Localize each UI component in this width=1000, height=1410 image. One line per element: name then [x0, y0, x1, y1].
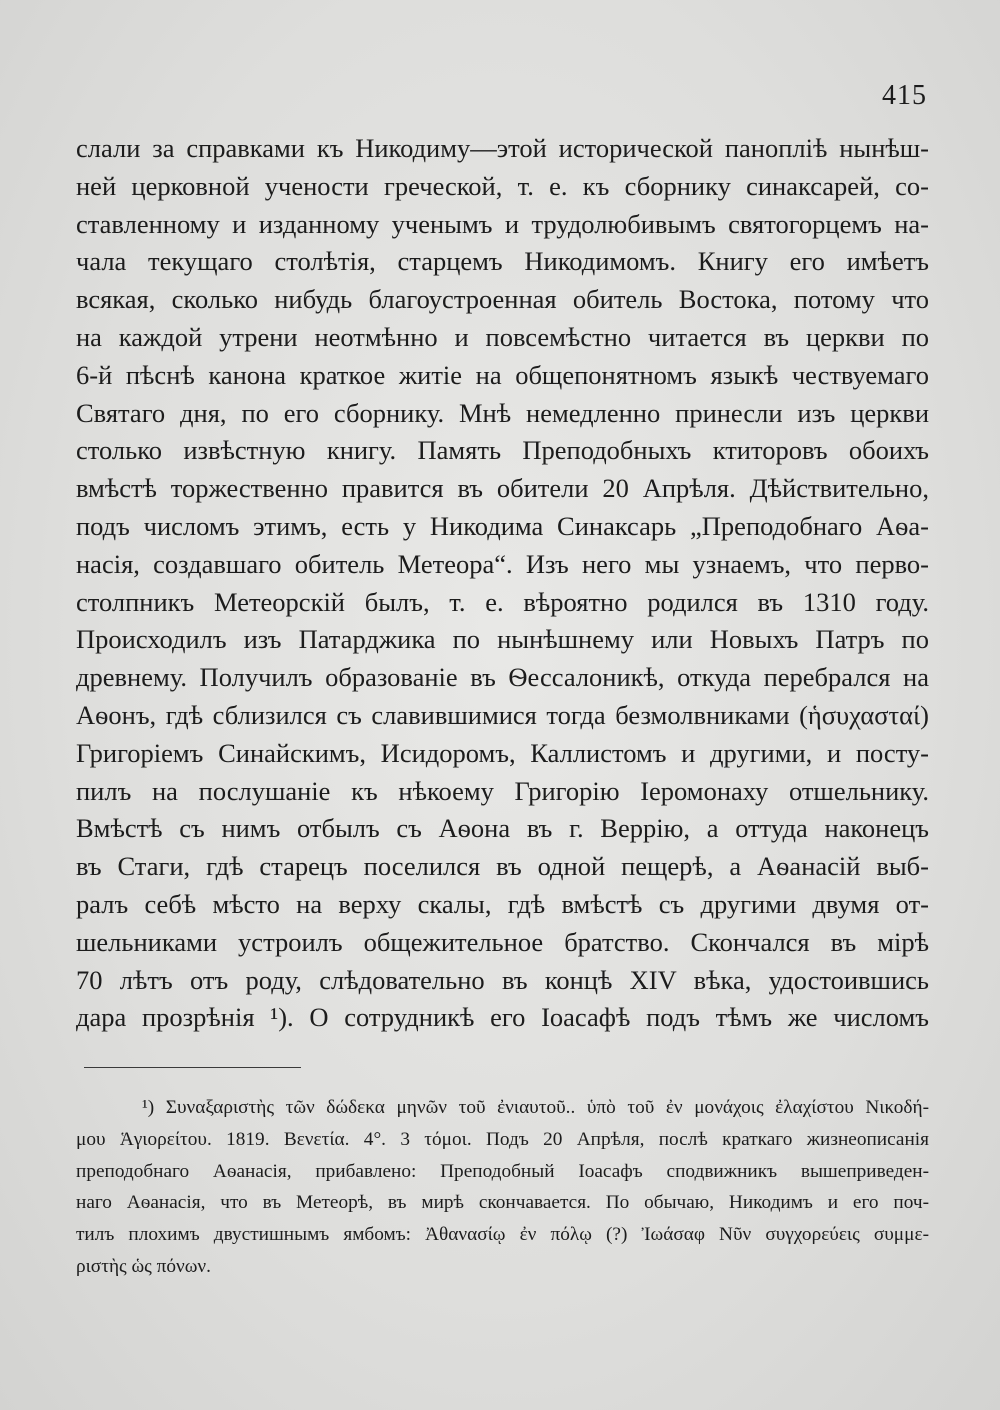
footnote-divider [84, 1067, 301, 1068]
body-line: ралъ себѣ мѣсто на верху скалы, гдѣ вмѣстѣ съ другими двумя от- [76, 888, 929, 919]
page-number: 415 [882, 80, 927, 111]
body-line: 6-й пѣснѣ канона краткое житiе на общепонятномъ языкѣ чествуемаго [76, 359, 929, 390]
body-line: Происходилъ изъ Патарджика по нынѣшнему или Новыхъ Патръ по [76, 624, 929, 655]
body-line: пилъ на послушанiе къ нѣкоему Григорiю Iеромонаху отшельнику. [76, 775, 929, 806]
body-line: всякая, сколько нибудь благоустроенная обитель Востока, потому что [76, 284, 929, 315]
body-line: древнему. Получилъ образованiе въ Ѳессалоникѣ, откуда перебрался на [76, 662, 929, 693]
body-line: на каждой утрени неотмѣнно и повсемѣстно читается въ церкви по [76, 321, 929, 352]
body-line: Вмѣстѣ съ нимъ отбылъ съ Аѳона въ г. Веррiю, а оттуда наконецъ [76, 813, 929, 844]
body-line: ставленному и изданному ученымъ и трудолюбивымъ святогорцемъ на- [76, 208, 929, 239]
body-line: насiя, создавшаго обитель Метеора“. Изъ него мы узнаемъ, что перво- [76, 548, 929, 579]
footnote [76, 1092, 929, 1283]
body-line: подъ числомъ этимъ, есть у Никодима Синаксарь „Преподобнаго Аѳа- [76, 510, 929, 541]
body-line: Григорiемъ Синайскимъ, Исидоромъ, Каллистомъ и другими, и посту- [76, 737, 929, 768]
body-line: въ Стаги, гдѣ старецъ поселился въ одной пещерѣ, а Аѳанасiй выб- [76, 851, 929, 882]
footnote-line: ¹) Συναξαριστὴς τῶν δώδεκα μηνῶν τοῦ ἐνιαυτοῦ.. ὑπὸ τοῦ ἐν μονάχοις ἐλαχίστου Νικοδή- [142, 1097, 929, 1118]
body-line: Аѳонъ, гдѣ сблизился съ славившимися тогда безмолвниками (ἡσυχασταί) [76, 699, 929, 730]
footnote-line: μου Ἁγιορείτου. 1819. Βενετία. 4°. 3 τόμοι. Подъ 20 Апрѣля, послѣ краткаго жизнеописанiя [76, 1128, 929, 1150]
body-line: слали за справками къ Никодиму—этой исторической паноплiѣ нынѣш- [76, 133, 929, 163]
body-line: столько извѣстную книгу. Память Преподобныхъ ктиторовъ обоихъ [76, 435, 929, 466]
body-line: Святаго дня, по его сборнику. Мнѣ немедленно принесли изъ церкви [76, 397, 929, 428]
footnote-line: тилъ плохимъ двустишнымъ ямбомъ: Ἀθανασίῳ ἐν πόλῳ (?) Ἰωάσαφ Νῦν συγχορεύεις συμμε- [76, 1224, 929, 1246]
body-line: вмѣстѣ торжественно правится въ обители 20 Апрѣля. Дѣйствительно, [76, 473, 929, 504]
body-text [76, 130, 929, 1037]
footnote-line: наго Аѳанасiя, что въ Метеорѣ, въ мирѣ скончавается. По обычаю, Никодимъ и его поч- [76, 1192, 929, 1214]
body-line: шельниками устроилъ общежительное братство. Скончался въ мiрѣ [76, 926, 929, 957]
body-line: 70 лѣтъ отъ роду, слѣдовательно въ концѣ XIV вѣка, удостоившись [76, 964, 929, 995]
footnote-line: преподобнаго Аѳанасiя, прибавлено: Преподобный Iоасафъ сподвижникъ вышеприведен- [76, 1160, 929, 1182]
body-line: столпникъ Метеорскiй былъ, т. е. вѣроятно родился въ 1310 году. [76, 586, 929, 617]
footnote-line: ριστὴς ὡς πόνων. [76, 1255, 211, 1277]
body-line: дара прозрѣнiя ¹). О сотрудникѣ его Iоасафѣ подъ тѣмъ же числомъ [76, 1002, 929, 1033]
body-line: ней церковной учености греческой, т. е. къ сборнику синаксарей, со- [76, 170, 929, 201]
body-line: чала текущаго столѣтiя, старцемъ Никодимомъ. Книгу его имѣетъ [76, 246, 929, 277]
